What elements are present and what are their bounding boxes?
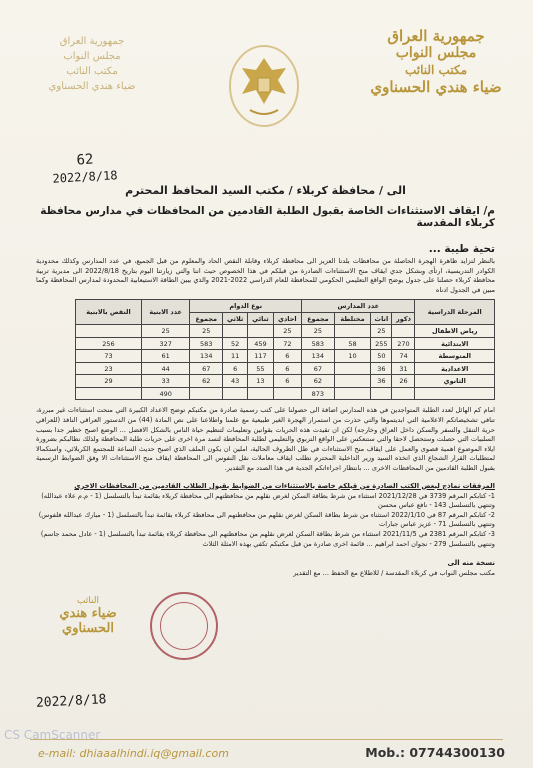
table-row	[76, 337, 495, 350]
table-row-label: الثانوي	[415, 375, 495, 388]
copy-to-line: مكتب مجلس النواب في كربلاء المقدسة / للاطلاع مع الحفظ ... مع التقدير	[293, 569, 495, 578]
table-cell: 270	[392, 337, 415, 350]
th-girls: اناث	[371, 312, 392, 325]
table-cell: 25	[141, 325, 190, 338]
letterhead-line: جمهورية العراق	[59, 36, 125, 47]
table-cell: 26	[392, 375, 415, 388]
table-cell: 25	[190, 325, 223, 338]
th-total2: مجموع	[190, 312, 223, 325]
reference-date: 2022/8/18	[52, 168, 118, 186]
bottom-handwritten-date: 2022/8/18	[35, 692, 107, 711]
table-row	[76, 350, 495, 363]
table-cell	[223, 387, 248, 400]
th-boys: ذكور	[392, 312, 415, 325]
table-cell: 255	[371, 337, 392, 350]
table-cell	[371, 387, 392, 400]
table-cell: 10	[334, 350, 371, 363]
table-cell: 117	[248, 350, 273, 363]
table-cell: 43	[223, 375, 248, 388]
attachment-item: 1- كتابكم المرقم 3739 في 2021/12/28 استثناء من شرط بطاقة السكن لغرض نقلهم من محافظتهم الى محافظة كربلاء بقائمة تبدأ بالتسلسل (1 - م.م علاء عبدالله) وتنتهي بالتسلسل 143 - نافع عباس محسن	[41, 491, 495, 510]
th-double: ثنائي	[248, 312, 273, 325]
table-cell	[334, 325, 371, 338]
greeting: تحية طيبة ...	[428, 243, 495, 255]
attachment-item: 2- كتابكم المرقم 87 في 2022/1/10 استثناء من شرط بطاقة السكن لغرض نقلهم من محافظتهم الى محافظة كربلاء بقائمة تبدأ بالتسلسل (1 - مبارك عبدالله فلفوس) وتنتهي بالتسلسل 71 - عزيز عباس جبارات	[38, 510, 495, 529]
table-cell: 873	[302, 387, 335, 400]
table-cell: 67	[190, 362, 223, 375]
addressee: الى / محافظة كربلاء / مكتب السيد المحافظ المحترم	[125, 184, 406, 197]
table-cell: 58	[334, 337, 371, 350]
official-stamp-icon	[150, 592, 218, 660]
letterhead-line: جمهورية العراق	[387, 27, 485, 45]
table-cell: 31	[392, 362, 415, 375]
table-cell	[76, 325, 142, 338]
schools-table	[75, 299, 495, 400]
footer-mobile: Mob.: 07744300130	[365, 745, 505, 760]
table-cell: 44	[141, 362, 190, 375]
table-cell	[392, 387, 415, 400]
th-stage: المرحلة الدراسية	[415, 300, 495, 325]
table-cell: 6	[223, 362, 248, 375]
table-cell: 583	[190, 337, 223, 350]
th-single: احادي	[273, 312, 301, 325]
attachment-item: 3- كتابكم المرقم 2381 في 2021/11/5 استثناء من شرط بطاقة السكن لغرض نقلهم من محافظتهم الى محافظة كربلاء بقائمة تبدأ بالتسلسل (1 - عادل محمد جاسم) وتنتهي بالتسلسل 279 - نجوان احمد ابراهيم ... قائمة اخرى صادرة من قبل مكتبكم تكفي بهذه الامثلة الثلاث	[40, 529, 495, 548]
table-cell: 256	[76, 337, 142, 350]
signature-title: النائب	[76, 596, 100, 606]
table-cell: 52	[223, 337, 248, 350]
table-cell: 36	[371, 362, 392, 375]
table-row-label	[415, 387, 495, 400]
paragraph-intro: بالنظر لتزايد ظاهرة الهجرة الحاصلة من محافظات بلدنا العزيز الى محافظة كربلاء وقابلة النقص الحاد والمعلوم من قبل الجميع، في عدد المدارس وكذلك محدودية الكوادر التدريسية، ارتأى وبشكل جدي ايقاف منح الاستثناءات الصادرة من قبلكم في هذا الخصوص حيث اننا والتي زيارتنا اليوم بتاريخ 2022/8/18 الى مديرية تربية محافظة كربلاء حصلنا على جدول يوضح الواقع التعليمي الحكومي للمحافظة للعام الدراسي 2022-2021 والذي يبين الطاقة الاستيعابية المحدودة لمدارس المحافظة وكما مبين في الجدول ادناه	[36, 257, 496, 294]
table-row	[76, 375, 495, 388]
table-cell	[334, 375, 371, 388]
letterhead-line: مكتب النائب	[404, 63, 468, 77]
scanner-watermark: CS CamScanner	[4, 728, 101, 742]
footer-divider	[30, 739, 503, 740]
table-cell: 11	[223, 350, 248, 363]
table-cell: 74	[392, 350, 415, 363]
reference-number: 62	[76, 151, 94, 169]
th-schools: عدد المدارس	[302, 300, 415, 313]
table-cell: 583	[302, 337, 335, 350]
table-cell	[248, 387, 273, 400]
table-cell: 13	[248, 375, 273, 388]
table-cell: 327	[141, 337, 190, 350]
table-cell: 6	[273, 350, 301, 363]
table-cell: 23	[76, 362, 142, 375]
table-cell	[190, 387, 223, 400]
letterhead-line: مكتب النائب	[66, 66, 118, 77]
table-cell: 67	[302, 362, 335, 375]
table-cell: 36	[371, 375, 392, 388]
footer-email: e-mail: dhiaaalhindi.iq@gmail.com	[38, 747, 229, 760]
table-cell: 459	[248, 337, 273, 350]
table-cell: 25	[371, 325, 392, 338]
table-row	[76, 387, 495, 400]
table-row	[76, 325, 495, 338]
th-triple: ثلاثي	[223, 312, 248, 325]
table-cell: 73	[76, 350, 142, 363]
letterhead-line: مجلس النواب	[395, 45, 477, 61]
iraq-eagle-emblem-icon	[228, 44, 300, 128]
table-cell: 33	[141, 375, 190, 388]
table-cell: 62	[190, 375, 223, 388]
table-row-label: الاعدادية	[415, 362, 495, 375]
letterhead-line: مجلس النواب	[63, 51, 121, 62]
signature-block	[38, 596, 138, 636]
table-cell	[392, 325, 415, 338]
table-body	[76, 325, 495, 400]
table-cell: 6	[273, 362, 301, 375]
table-cell: 25	[273, 325, 301, 338]
table-cell	[76, 387, 142, 400]
reference-handwritten	[45, 152, 125, 184]
table-row-label: رياض الاطفال	[415, 325, 495, 338]
table-cell: 61	[141, 350, 190, 363]
th-total: مجموع	[302, 312, 335, 325]
letterhead-left	[22, 34, 162, 94]
table-cell	[248, 325, 273, 338]
table-row-label: المتوسطة	[415, 350, 495, 363]
table-cell: 25	[302, 325, 335, 338]
table-cell: 72	[273, 337, 301, 350]
attachments-title: المرفقات نماذج لبعض الكتب الصادرة من قبلكم خاصة بالاستثناءات من الضوابط بقبول الطلاب القادمين من المحافظات الاخرى	[74, 481, 495, 490]
letter-body	[36, 184, 495, 579]
table-cell	[334, 387, 371, 400]
th-shift: نوع الدوام	[190, 300, 302, 313]
th-mixed: مختلطة	[334, 312, 371, 325]
letterhead-line: ضياء هندي الحسناوي	[370, 78, 502, 96]
subject-line: م/ ايقاف الاستثناءات الخاصة بقبول الطلبة القادمين من المحافظات في مدارس محافظة كربلاء المقدسة	[40, 205, 495, 229]
table-row-label: الابتدائية	[415, 337, 495, 350]
letterhead-right	[361, 28, 511, 96]
table-cell: 6	[273, 375, 301, 388]
table-cell: 490	[141, 387, 190, 400]
paragraph-main: امام كم الهائل لعدد الطلبة المتواجدين في هذه المدارس اضافة الى حصولنا على كتب رسمية صادرة من مكتبكم توضح الاعداد الكبيرة التي منحت استثناءات غير مبررة، تنافي تشخيصاتكم الاعلامية التي ابديتموها والتي حذرت من استمرار الهجرة الغير طبيعية مع علمنا واطلاعنا على نص المادة (44) من الدستور العراقي النافذ (للعراقي حرية التنقل والسفر والسكن داخل العراق وخارجه) لكن ان تقيدت هذه الحريات بقوانين وتعليمات لتنظيم حياة الناس بالشكل الافضل ... الوضع اصبح خطير جدا بسبب السلبيات التي حصلت وستحصل لاحقا والتي ستنعكس على الواقع التربوي والتعليمي لطلبة المحافظة لتسد مرة اخرى على حريات طلبة المحافظة ولذلك نطالبكم بضرورة ايلاء الموضوع اهمية قصوى والعمل على ايقاف منح الاستثناءات في ظل الظروف الحالية، املين ان يكون الملف الذي اصبح حديث الساعة للمجتمع الكربلائي، واستكمالا لمتطلبات القرار الشجاع الذي اتخذه السيد وزير الداخلية المحترم نطلب ايقاف معاملات نقل النفوس الى المحافظة ايقاف منح الاستثناءات الا وفق الضوابط الرسمية بقبول الطلبة القادمين من المحافظات الاخرى ... بانتظار اجراءاتكم الجدية في هذا الصدد مع التقدير.	[36, 406, 495, 472]
table-cell	[223, 325, 248, 338]
table-cell: 50	[371, 350, 392, 363]
table-cell: 134	[302, 350, 335, 363]
letterhead-line: ضياء هندي الحسناوي	[48, 81, 136, 92]
table-cell	[334, 362, 371, 375]
table-row	[76, 362, 495, 375]
copy-to-title: نسخة منه الى	[447, 559, 495, 568]
table-cell: 29	[76, 375, 142, 388]
table-cell: 55	[248, 362, 273, 375]
table-cell: 62	[302, 375, 335, 388]
th-shortage: النقص بالابنية	[76, 300, 142, 325]
signature-name: ضياء هندي الحسناوي	[59, 606, 117, 636]
th-buildings: عدد الابنية	[141, 300, 190, 325]
table-cell: 134	[190, 350, 223, 363]
table-cell	[273, 387, 301, 400]
